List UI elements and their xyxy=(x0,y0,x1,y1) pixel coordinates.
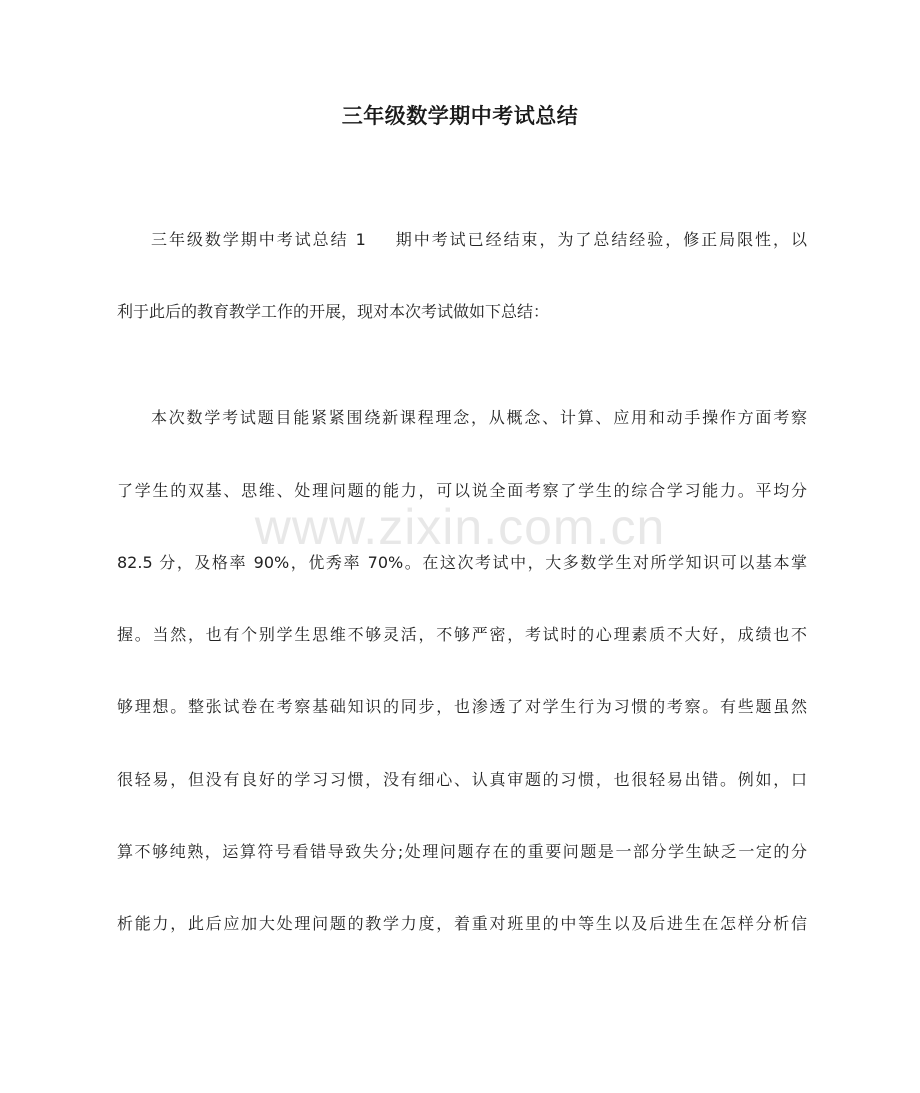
paragraph-2-line-4: 握。当然，也有个别学生思维不够灵活，不够严密，考试时的心理素质不大好，成绩也不 xyxy=(117,625,807,644)
paragraph-1-text: 期中考试已经结束，为了总结经验，修正局限性，以 xyxy=(393,230,807,249)
paragraph-1-line-2: 利于此后的教育教学工作的开展，现对本次考试做如下总结： xyxy=(117,302,550,321)
paragraph-2-line-2: 了学生的双基、思维、处理问题的能力，可以说全面考察了学生的综合学习能力。平均分 xyxy=(117,481,807,500)
document-title: 三年级数学期中考试总结 xyxy=(341,104,579,128)
paragraph-2-line-8: 析能力，此后应加大处理问题的教学力度，着重对班里的中等生以及后进生在怎样分析信 xyxy=(117,914,807,933)
paragraph-1-line-1 xyxy=(117,229,807,251)
section-heading: 三年级数学期中考试总结 1 xyxy=(151,230,366,249)
watermark: www.zixin.com.cn xyxy=(254,499,666,555)
paragraph-2-line-5: 够理想。整张试卷在考察基础知识的同步，也渗透了对学生行为习惯的考察。有些题虽然 xyxy=(117,697,807,716)
paragraph-2-line-3: 82.5 分，及格率 90%，优秀率 70%。在这次考试中，大多数学生对所学知识可以基本掌 xyxy=(117,553,807,572)
paragraph-2-line-6: 很轻易，但没有良好的学习习惯，没有细心、认真审题的习惯，也很轻易出错。例如，口 xyxy=(117,770,807,789)
paragraph-2-line-1: 本次数学考试题目能紧紧围绕新课程理念，从概念、计算、应用和动手操作方面考察 xyxy=(151,408,807,427)
paragraph-2-line-7: 算不够纯熟，运算符号看错导致失分;处理问题存在的重要问题是一部分学生缺乏一定的分 xyxy=(117,842,807,861)
